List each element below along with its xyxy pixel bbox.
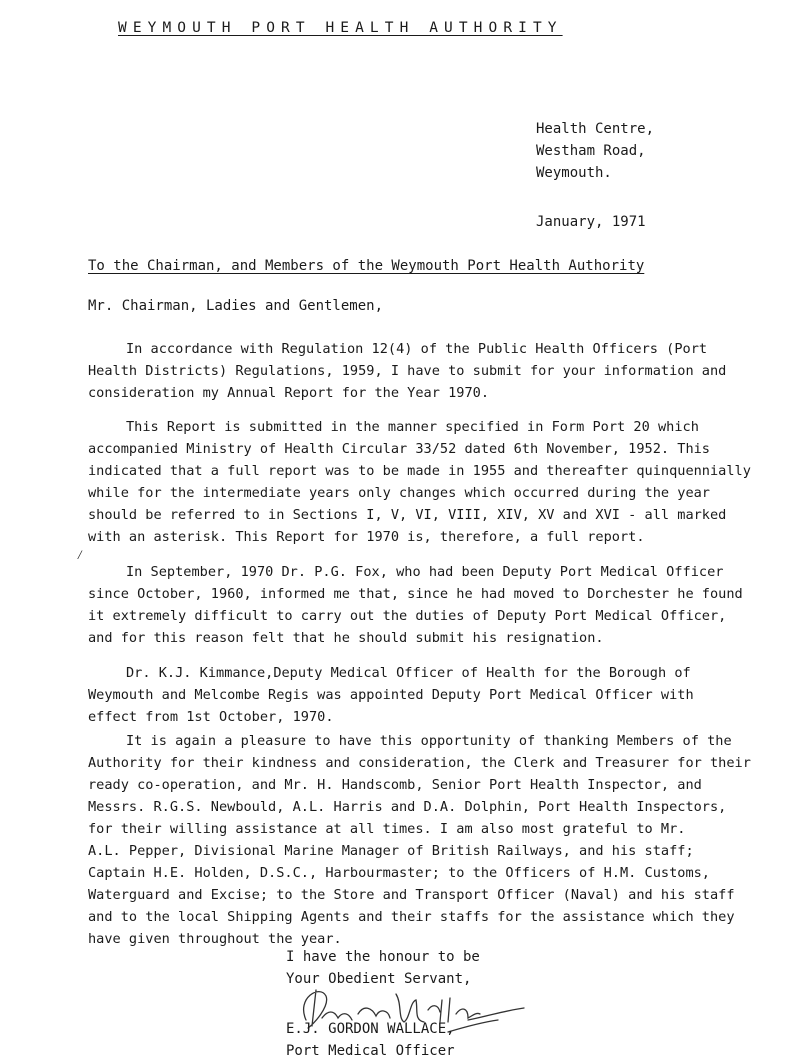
text-line: and for this reason felt that he should submit his resignation. — [88, 630, 604, 646]
text-line: should be referred to in Sections I, V, VI, VIII, XIV, XV and XVI - all marked — [88, 507, 727, 523]
paragraph-appointment — [88, 662, 738, 728]
text-line: It is again a pleasure to have this opportunity of thanking Members of the — [126, 733, 732, 749]
text-line: ready co-operation, and Mr. H. Handscomb, Senior Port Health Inspector, and — [88, 777, 702, 793]
signer-name: E.J. GORDON WALLACE, — [286, 1021, 455, 1037]
paragraph-resignation — [88, 561, 743, 649]
text-line: Messrs. R.G.S. Newbould, A.L. Harris and D.A. Dolphin, Port Health Inspectors, — [88, 799, 727, 815]
text-line: while for the intermediate years only changes which occurred during the year — [88, 485, 710, 501]
text-line: Health Districts) Regulations, 1959, I have to submit for your information and — [88, 363, 727, 379]
addressee-line: To the Chairman, and Members of the Weymouth Port Health Authority — [88, 258, 645, 274]
document-heading: WEYMOUTH PORT HEALTH AUTHORITY — [118, 20, 563, 36]
text-line: indicated that a full report was to be made in 1955 and thereafter quinquennially — [88, 463, 751, 479]
text-line: Waterguard and Excise; to the Store and Transport Officer (Naval) and his staff — [88, 887, 735, 903]
text-line: In September, 1970 Dr. P.G. Fox, who had been Deputy Port Medical Officer — [126, 564, 724, 580]
text-line: it extremely difficult to carry out the duties of Deputy Port Medical Officer, — [88, 608, 727, 624]
text-line: have given throughout the year. — [88, 931, 342, 947]
text-line: Weymouth and Melcombe Regis was appointed Deputy Port Medical Officer with — [88, 687, 694, 703]
text-line: since October, 1960, informed me that, since he had moved to Dorchester he found — [88, 586, 743, 602]
closing-line: Your Obedient Servant, — [286, 971, 472, 987]
closing-line: I have the honour to be — [286, 949, 480, 965]
signer-title: Port Medical Officer — [286, 1043, 455, 1059]
signer-block — [286, 1018, 455, 1062]
text-line: Dr. K.J. Kimmance,Deputy Medical Officer of Health for the Borough of — [126, 665, 691, 681]
text-line: consideration my Annual Report for the Year 1970. — [88, 385, 490, 401]
text-line: effect from 1st October, 1970. — [88, 709, 334, 725]
salutation: Mr. Chairman, Ladies and Gentlemen, — [88, 298, 384, 314]
address-line: Westham Road, — [536, 143, 646, 159]
paragraph-regulation — [88, 338, 738, 404]
sender-address — [536, 118, 654, 184]
text-line: A.L. Pepper, Divisional Marine Manager of British Railways, and his staff; — [88, 843, 694, 859]
text-line: This Report is submitted in the manner specified in Form Port 20 which — [126, 419, 699, 435]
address-line: Health Centre, — [536, 121, 655, 137]
margin-tick-mark: ⁄ — [76, 548, 84, 563]
text-line: with an asterisk. This Report for 1970 is, therefore, a full report. — [88, 529, 645, 545]
paragraph-form-port-20 — [88, 416, 751, 548]
text-line: In accordance with Regulation 12(4) of the Public Health Officers (Port — [126, 341, 708, 357]
paragraph-thanks — [88, 730, 751, 950]
text-line: Authority for their kindness and consideration, the Clerk and Treasurer for their — [88, 755, 751, 771]
text-line: Captain H.E. Holden, D.S.C., Harbourmaster; to the Officers of H.M. Customs, — [88, 865, 710, 881]
text-line: accompanied Ministry of Health Circular 33/52 dated 6th November, 1952. This — [88, 441, 710, 457]
text-line: and to the local Shipping Agents and their staffs for the assistance which they — [88, 909, 735, 925]
text-line: for their willing assistance at all times. I am also most grateful to Mr. — [88, 821, 686, 837]
letter-date: January, 1971 — [536, 214, 646, 230]
address-line: Weymouth. — [536, 165, 612, 181]
